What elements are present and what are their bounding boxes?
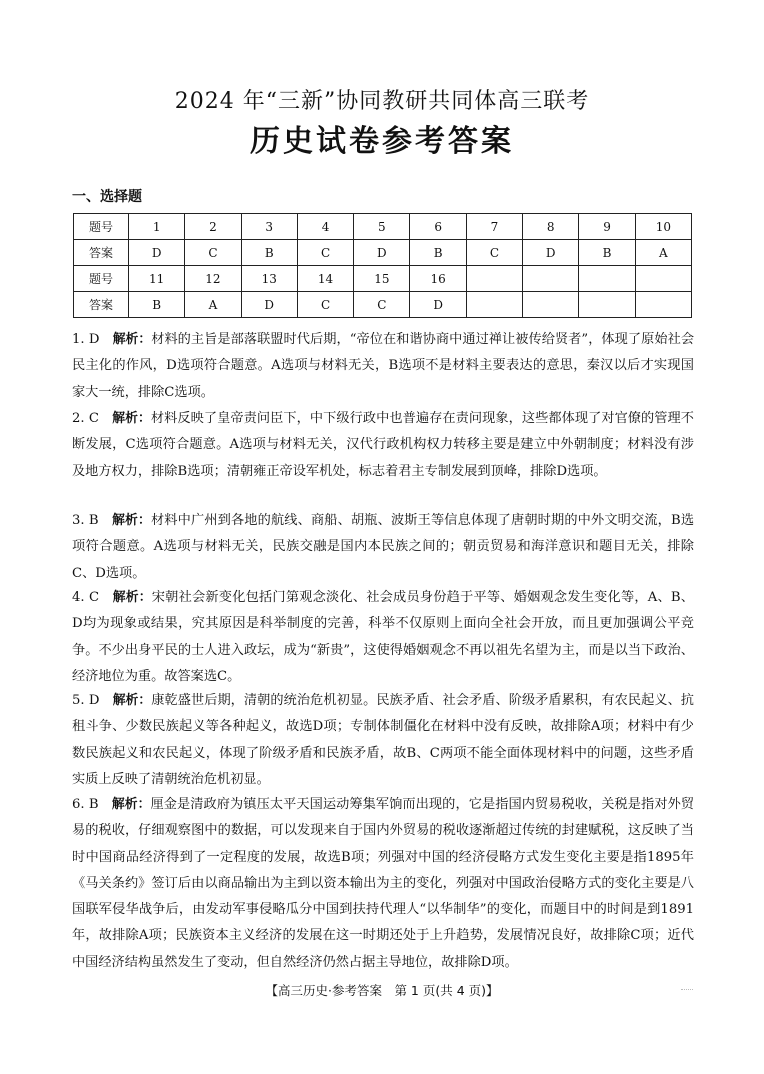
table-cell: C [185,240,241,266]
answer-table-row [74,292,692,318]
analysis-text: 厘金是清政府为镇压太平天国运动筹集军饷而出现的，它是指国内贸易税收，关税是指对外贸易的税收，仔细观察图中的数据，可以发现来自于国内外贸易的税收逐渐超过传统的封建赋税，这反映了当时中国商品经济得到了一定程度的发展，故选B项；列强对中国的经济侵略方式发生变化主要是指1895年《马关条约》签订后由以商品输出为主到以资本输出为主的变化，列强对中国政治侵略方式的变化主要是八国联军侵华战争后，由发动军事侵略瓜分中国到扶持代理人“以华制华”的变化，而题目中的时间是到1891年，故排除A项；民族资本主义经济的发展在这一时期还处于上升趋势，发展情况良好，故排除C项；近代中国经济结构虽然发生了变动，但自然经济仍然占据主导地位，故排除D项。 [72,797,695,970]
table-cell [523,292,579,318]
answer-table [73,213,692,318]
document-title: 历史试卷参考答案 [250,124,514,159]
table-cell: B [129,292,185,318]
corner-mark [681,989,693,990]
analysis-text: 宋朝社会新变化包括门第观念淡化、社会成员身份趋于平等、婚姻观念发生变化等，A、B、D均为现象或结果，究其原因是科举制度的完善，科举不仅原则上面向全社会开放，而且更加强调公平竞争。不少出身平民的士人进入政坛，成为“新贵”，这使得婚姻观念不再以祖先名望为主，而是以当下政治、经济地位为重。故答案选C。 [72,590,694,684]
question-analysis-1 [72,327,694,406]
table-cell: D [241,292,297,318]
analysis-text: 材料中广州到各地的航线、商船、胡瓶、波斯王等信息体现了唐朝时期的中外文明交流，B选项符合题意。A选项与材料无关，民族交融是国内本民族之间的；朝贡贸易和海洋意识和题目无关，排除C、D选项。 [72,513,695,581]
table-cell: 14 [297,266,353,292]
table-cell: D [410,292,466,318]
answer-table-row [74,214,692,240]
table-cell: C [297,240,353,266]
analysis-label: 解析： [112,332,152,347]
table-cell: 3 [241,214,297,240]
analysis-label: 解析： [112,411,151,426]
table-cell: B [579,240,635,266]
analysis-text: 康乾盛世后期，清朝的统治危机初显。民族矛盾、社会矛盾、阶级矛盾累积，有农民起义、抗租斗争、少数民族起义等各种起义，故选D项；专制体制僵化在材料中没有反映，故排除A项；材料中有少数民族起义和农民起义，体现了阶级矛盾和民族矛盾，故B、C两项不能全面体现材料中的问题，这些矛盾实质上反映了清朝统治危机初显。 [72,693,694,787]
question-number: 3. B [72,513,99,528]
question-analysis-2 [72,406,694,485]
table-cell: 10 [635,214,691,240]
table-cell: A [185,292,241,318]
table-cell: 6 [410,214,466,240]
table-cell: 16 [410,266,466,292]
question-analysis-4 [72,585,694,690]
table-cell: 5 [354,214,410,240]
table-cell: B [241,240,297,266]
exam-title: 2024 年“三新”协同教研共同体高三联考 [174,89,590,114]
table-cell [523,266,579,292]
question-number: 4. C [72,590,100,605]
analysis-label: 解析： [112,693,152,708]
analysis-text: 材料的主旨是部落联盟时代后期，“帝位在和谐协商中通过禅让被传给贤者”，体现了原始社会民主化的作风，D选项符合题意。A选项与材料无关，B选项不是材料主要表达的意思，秦汉以后才实现国家大一统，排除C选项。 [72,332,695,400]
table-cell: 1 [129,214,185,240]
table-cell [579,266,635,292]
table-cell: 13 [241,266,297,292]
question-analysis-5 [72,688,694,793]
table-cell [466,266,522,292]
table-cell: A [635,240,691,266]
table-row-header: 答案 [74,292,129,318]
table-cell [579,292,635,318]
analysis-label: 解析： [112,590,152,605]
table-cell: D [129,240,185,266]
question-number: 5. D [72,693,100,708]
question-number: 1. D [72,332,100,347]
table-cell: 12 [185,266,241,292]
page-footer: 【高三历史·参考答案 第 1 页(共 4 页)】 [265,983,499,998]
section-heading: 一、选择题 [72,189,142,205]
table-row-header: 题号 [74,214,129,240]
table-cell: 8 [523,214,579,240]
answer-table-row [74,240,692,266]
table-cell: 15 [354,266,410,292]
table-cell [635,292,691,318]
table-cell: 9 [579,214,635,240]
table-cell: 4 [297,214,353,240]
analysis-label: 解析： [111,797,151,812]
table-cell: 7 [466,214,522,240]
table-cell: C [466,240,522,266]
table-row-header: 答案 [74,240,129,266]
question-analysis-3 [72,508,694,587]
table-cell [635,266,691,292]
question-number: 2. C [72,411,99,426]
question-number: 6. B [72,797,99,812]
analysis-label: 解析： [112,513,151,528]
table-cell: 2 [185,214,241,240]
analysis-text: 材料反映了皇帝责问臣下，中下级行政中也普遍存在责问现象，这些都体现了对官僚的管理不断发展，C选项符合题意。A选项与材料无关，汉代行政机构权力转移主要是建立中外朝制度；材料没有涉及地方权力，排除B选项；清朝雍正帝设军机处，标志着君主专制发展到顶峰，排除D选项。 [72,411,694,479]
table-cell [466,292,522,318]
table-cell: D [523,240,579,266]
answer-table-row [74,266,692,292]
table-cell: C [354,292,410,318]
table-row-header: 题号 [74,266,129,292]
question-analysis-6 [72,792,694,976]
table-cell: C [297,292,353,318]
table-cell: B [410,240,466,266]
table-cell: D [354,240,410,266]
table-cell: 11 [129,266,185,292]
